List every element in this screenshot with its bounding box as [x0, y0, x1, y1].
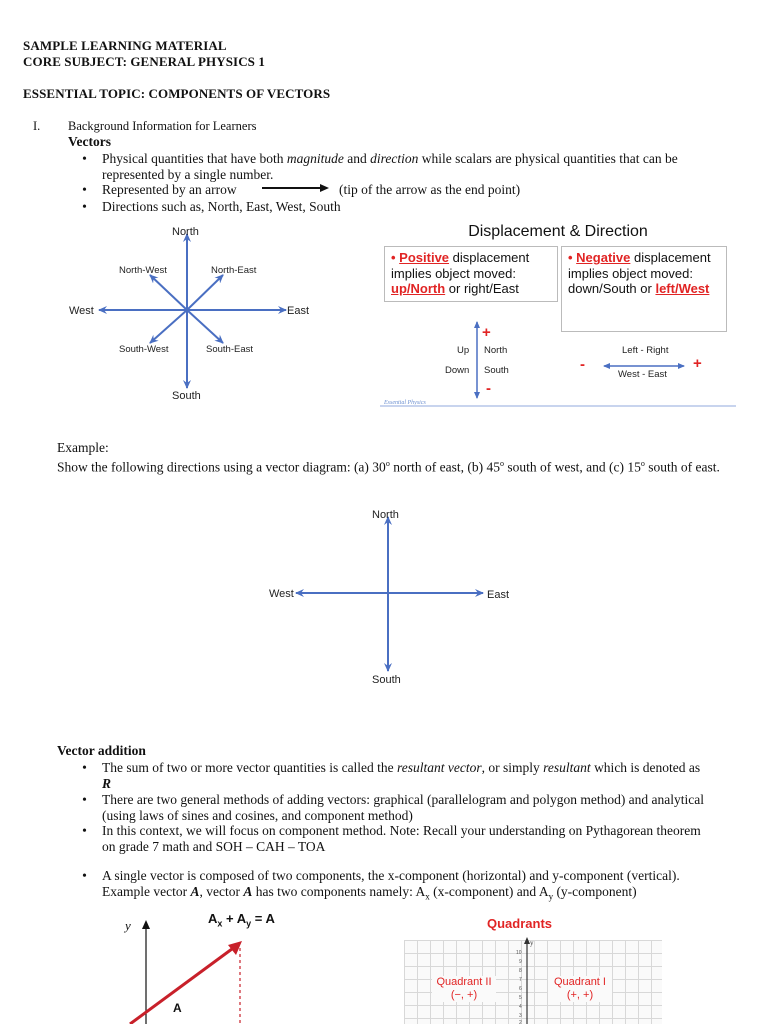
bullet-arrow: Represented by an arrow [102, 182, 237, 197]
component-equation: $A_x + A_y = A$ [208, 911, 275, 929]
svg-text:Left - Right: Left - Right [622, 345, 669, 356]
southwest-arrow [150, 310, 187, 343]
compass-rose-diagram [60, 222, 330, 407]
essential-topic: ESSENTIAL TOPIC: COMPONENTS OF VECTORS [23, 86, 331, 101]
bullet-dot: • [82, 823, 87, 838]
arrow-example-icon [262, 183, 330, 193]
compass-label-northeast: North-East [211, 265, 257, 276]
bullet-dot: • [82, 151, 87, 166]
compass-label-west: West [69, 305, 94, 317]
svg-text:-: - [580, 356, 585, 373]
panel-logo: Essential Physics [384, 400, 426, 406]
svg-text:4: 4 [519, 1004, 522, 1010]
svg-text:2: 2 [519, 1020, 522, 1024]
svg-text:6: 6 [519, 986, 522, 992]
svg-text:-: - [486, 380, 491, 397]
compass-label-north: North [172, 226, 199, 238]
svg-text:9: 9 [519, 959, 522, 965]
bullet-dot: • [82, 792, 87, 807]
quadrant-1-label: Quadrant I (+, +) [548, 976, 612, 1002]
compass-label-southeast: South-East [206, 344, 253, 355]
bullet-component-method: In this context, we will focus on component method. Note: Recall your understanding on Pythagorean theorem on grade 7 math and SOH – CAH – TOA [102, 823, 701, 854]
bullet-methods: There are two general methods of adding vectors: graphical (parallelogram and polygon method) and analytical (using laws of sines and cosines, and component method) [102, 792, 705, 823]
bullet-directions: Directions such as, North, East, West, South [102, 199, 341, 214]
doc-header-line2: CORE SUBJECT: GENERAL PHYSICS 1 [23, 54, 265, 69]
svg-text:North: North [484, 345, 508, 356]
svg-text:Up: Up [457, 345, 470, 356]
northeast-arrow [187, 275, 223, 310]
svg-text:8: 8 [519, 968, 522, 974]
compass-label-northwest: North-West [119, 265, 167, 276]
svg-text:South: South [484, 365, 509, 376]
example-compass-diagram [262, 505, 522, 690]
bullet-dot: • [82, 199, 87, 214]
vector-a-label: A [173, 1001, 182, 1015]
svg-text:+: + [693, 355, 702, 372]
section-numeral: I. [33, 119, 41, 133]
vector-addition-title: Vector addition [57, 743, 146, 758]
southeast-arrow [187, 310, 223, 343]
example-text: Show the following directions using a vector diagram: (a) 30$^o$ north of east, (b) 45$^o$ south of west, and (c) 15$^o$ south of east. [57, 459, 720, 475]
compass2-label-west: West [269, 588, 294, 600]
positive-displacement-box: • Positive displacement implies object moved: up/North or right/East [384, 246, 558, 302]
quadrants-title: Quadrants [487, 916, 553, 931]
component-vector-figure [120, 915, 280, 1024]
compass2-label-south: South [372, 674, 401, 686]
example-label: Example: [57, 440, 109, 455]
svg-text:+: + [482, 324, 491, 341]
y-axis-label: y [125, 918, 131, 933]
bullet-arrow-note: (tip of the arrow as the end point) [339, 182, 521, 197]
bullet-components: A single vector is composed of two components, the x-component (horizontal) and y-component (vertical). Example vector A, vector A has two components namely: $A_x$ (x-component) and $A_y$ (y-component) [102, 868, 680, 902]
bullet-dot: • [82, 760, 87, 775]
negative-displacement-box: • Negative displacement implies object moved: down/South or left/West [561, 246, 727, 332]
northwest-arrow [150, 275, 187, 310]
svg-text:5: 5 [519, 995, 522, 1001]
bullet-dot: • [82, 182, 87, 197]
svg-text:7: 7 [519, 977, 522, 983]
bullet-resultant: The sum of two or more vector quantities is called the resultant vector, or simply resultant which is denoted as R [102, 760, 701, 791]
section-subtitle: Vectors [68, 134, 111, 149]
svg-text:3: 3 [519, 1013, 522, 1019]
bullet-dot: • [82, 868, 87, 883]
quadrant-2-label: Quadrant II (−, +) [432, 976, 496, 1002]
bullet-vector-definition: Physical quantities that have both magnitude and direction while scalars are physical quantities that can be represented by a single number. [102, 151, 678, 182]
panel-title: Displacement & Direction [468, 223, 648, 240]
compass-label-east: East [287, 305, 310, 317]
svg-text:West - East: West - East [618, 369, 667, 380]
displacement-axes [380, 314, 736, 408]
section-title: Background Information for Learners [68, 119, 257, 133]
svg-text:y: y [530, 939, 534, 947]
compass2-label-north: North [372, 509, 399, 521]
svg-text:10: 10 [516, 950, 522, 956]
doc-header-line1: SAMPLE LEARNING MATERIAL [23, 38, 227, 53]
compass-label-south: South [172, 390, 201, 402]
compass-label-southwest: South-West [119, 344, 169, 355]
svg-text:Down: Down [445, 365, 470, 376]
compass2-label-east: East [487, 589, 510, 601]
displacement-direction-panel [380, 214, 736, 408]
